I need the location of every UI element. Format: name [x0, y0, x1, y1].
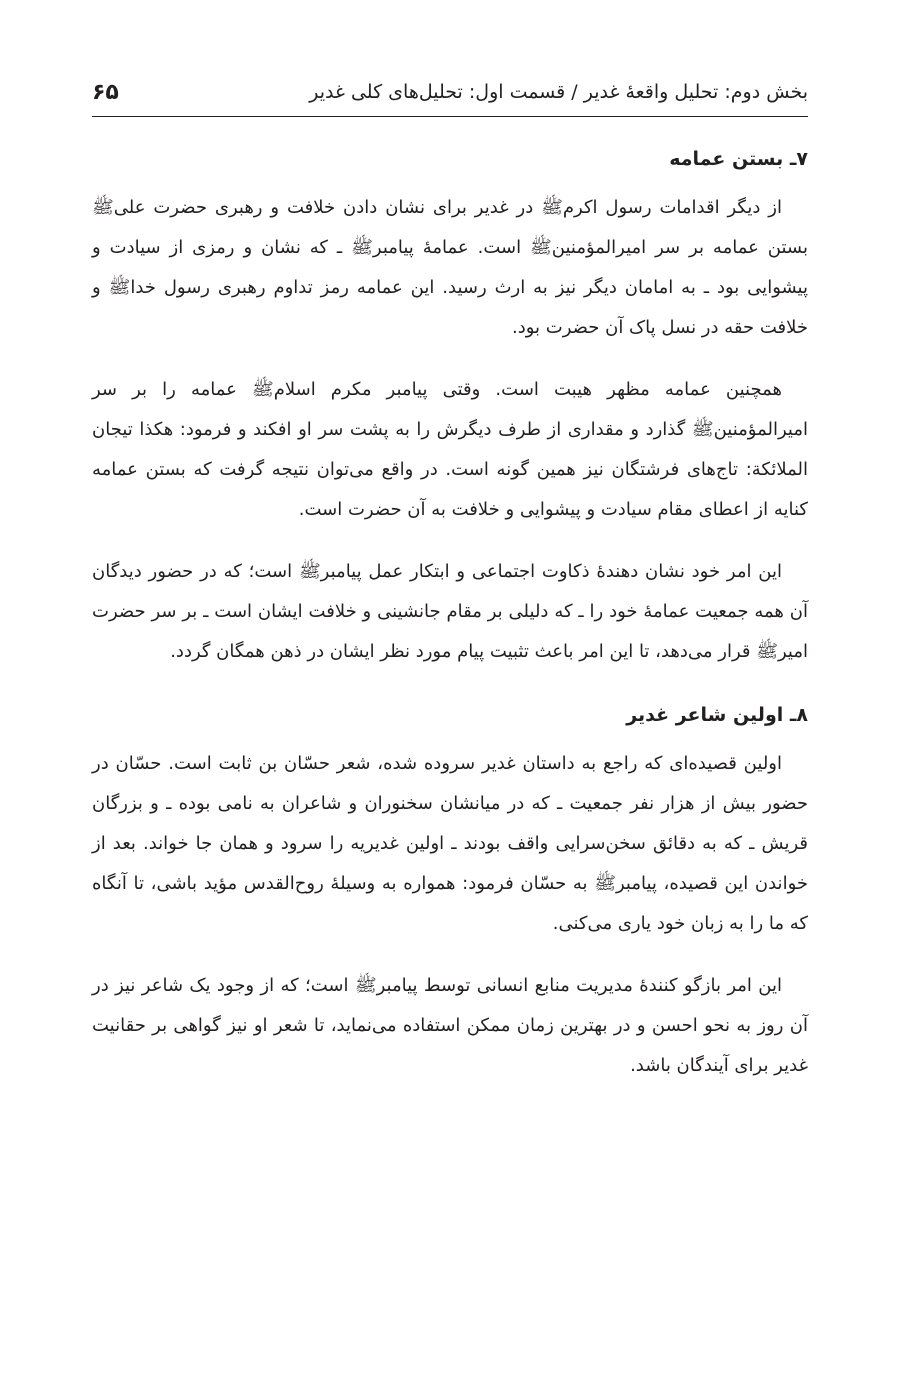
page-content — [92, 138, 808, 1108]
section-heading: ۷ـ بستن عمامه — [669, 148, 808, 170]
paragraph: این امر بازگو کنندۀ مدیریت منابع انسانی توسط پیامبرﷺ است؛ که از وجود یک شاعر نیز در آن روز به نحو احسن و در بهترین زمان ممکن استفاده می‌نماید، تا شعر او نیز گواهی بر حقانیت غدیر برای آیندگان باشد. — [92, 975, 808, 1076]
running-header — [92, 72, 808, 117]
paragraph: از دیگر اقدامات رسول اکرمﷺ در غدیر برای نشان دادن خلافت و رهبری حضرت علیﷺ بستن عمامه بر سر امیرالمؤمنینﷺ است. عمامۀ پیامبرﷺ ـ که نشان و رمزی از سیادت و پیشوایی بود ـ به امامان دیگر نیز به ارث رسید. این عمامه رمز تداوم رهبری رسول خداﷺ و خلافت حقه در نسل پاک آن حضرت بود. — [92, 197, 808, 338]
paragraph: اولین قصیده‌ای که راجع به داستان غدیر سروده شده، شعر حسّان بن ثابت است. حسّان در حضور بیش از هزار نفر جمعیت ـ که در میانشان سخنوران و شاعران به نامی بوده ـ و بزرگان قریش ـ که به دقائق سخن‌سرایی واقف بودند ـ اولین غدیریه را سرود و همان جا خواند. بعد از خواندن این قصیده، پیامبرﷺ به حسّان فرمود: همواره به وسیلۀ روح‌القدس مؤید باشی، تا آنگاه که ما را به زبان خود یاری می‌کنی. — [92, 753, 808, 934]
book-page — [92, 0, 808, 1390]
paragraph: همچنین عمامه مظهر هیبت است. وقتی پیامبر مکرم اسلامﷺ عمامه را بر سر امیرالمؤمنینﷺ گذارد و مقداری از طرف دیگرش را به پشت سر او افکند و فرمود: هکذا تیجان الملائکة: تاج‌های فرشتگان نیز همین گونه است. در واقع می‌توان نتیجه گرفت که بستن عمامه کنایه از اعطای مقام سیادت و پیشوایی و خلافت به آن حضرت است. — [92, 379, 808, 520]
paragraph: این امر خود نشان دهندۀ ذکاوت اجتماعی و ابتکار عمل پیامبرﷺ است؛ که در حضور دیدگان آن همه جمعیت عمامۀ خود را ـ که دلیلی بر مقام جانشینی و خلافت ایشان است ـ بر سر حضرت امیرﷺ قرار می‌دهد، تا این امر باعث تثبیت پیام مورد نظر ایشان در ذهن همگان گردد. — [92, 561, 808, 662]
running-title: بخش دوم: تحلیل واقعۀ غدیر / قسمت اول: تحلیل‌های کلی غدیر — [309, 81, 808, 103]
page-number: ۶۵ — [92, 79, 119, 105]
section-heading: ۸ـ اولین شاعر غدیر — [626, 704, 808, 726]
